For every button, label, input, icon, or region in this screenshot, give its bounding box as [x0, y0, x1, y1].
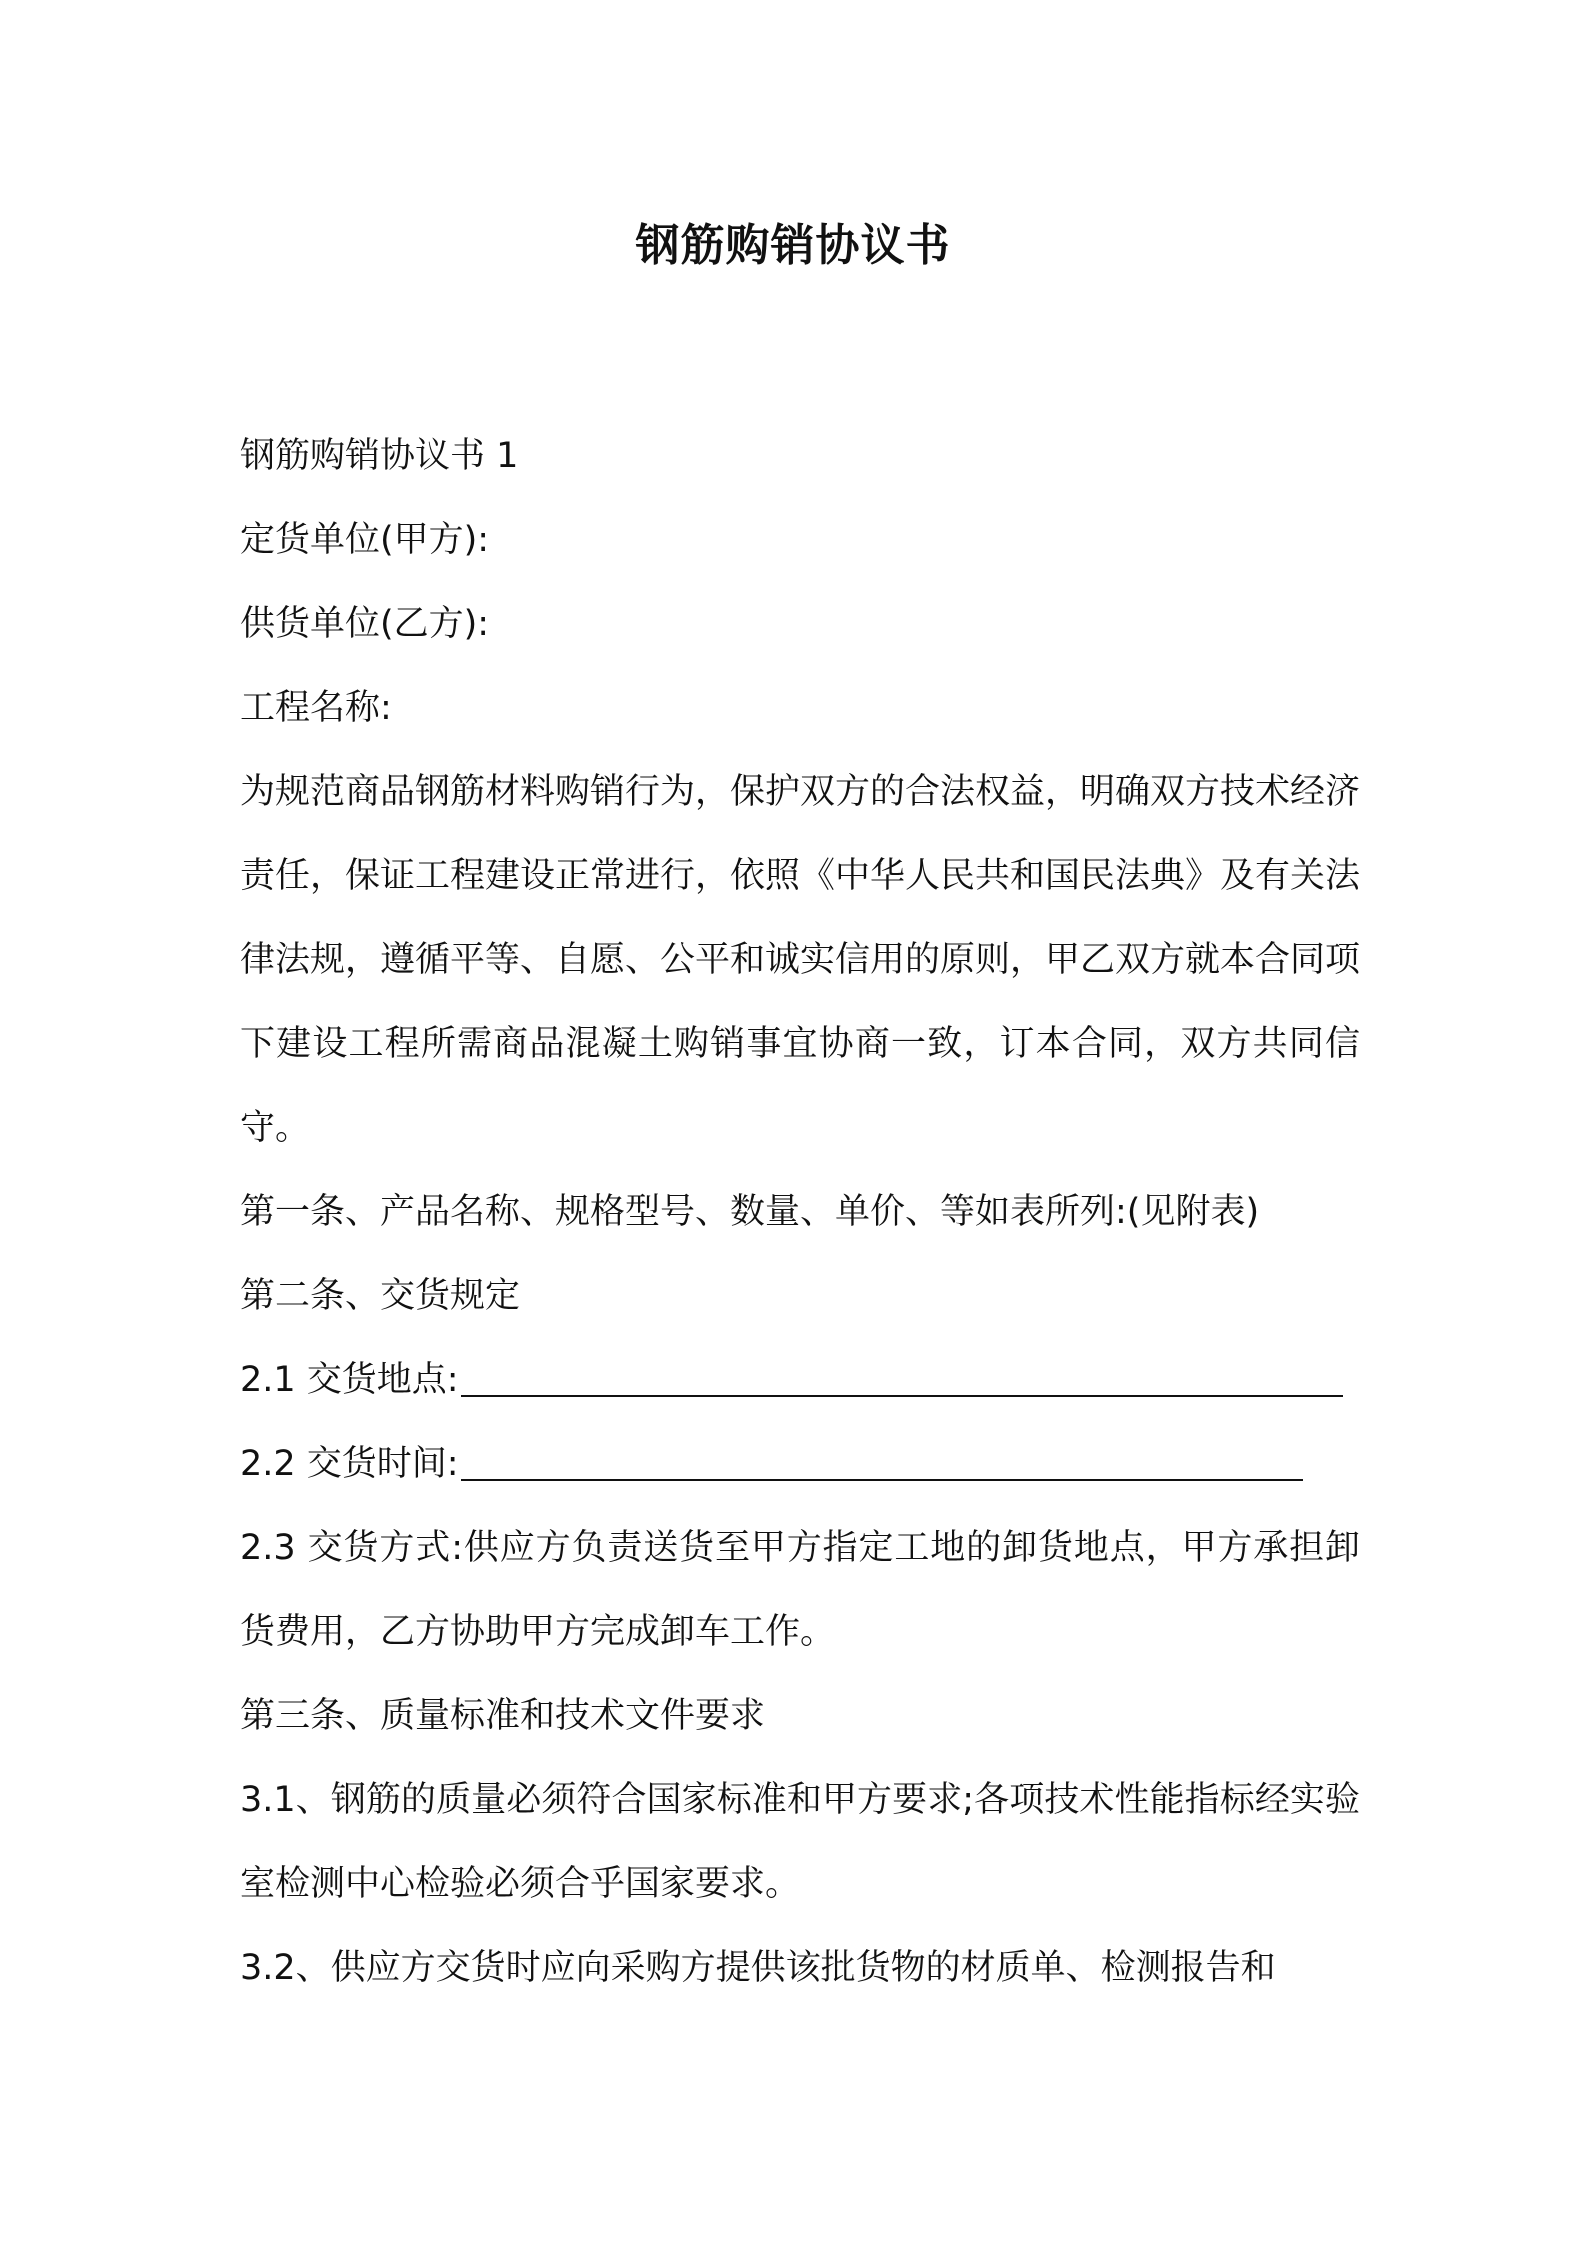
delivery-place-line	[240, 1338, 1360, 1422]
delivery-place-blank	[461, 1395, 1343, 1397]
quality-clause-3-2: 3.2、供应方交货时应向采购方提供该批货物的材质单、检测报告和	[240, 1948, 1276, 1988]
article-2-heading: 第二条、交货规定	[240, 1276, 521, 1316]
document-subtitle: 钢筋购销协议书 1	[240, 436, 519, 476]
delivery-method-clause: 2.3 交货方式:供应方负责送货至甲方指定工地的卸货地点，甲方承担卸货费用，乙方协助甲方完成卸车工作。	[240, 1528, 1360, 1652]
preamble-paragraph: 为规范商品钢筋材料购销行为，保护双方的合法权益，明确双方技术经济责任，保证工程建设正常进行，依照《中华人民共和国民法典》及有关法律法规，遵循平等、自愿、公平和诚实信用的原则，甲乙双方就本合同项下建设工程所需商品混凝土购销事宜协商一致，订本合同，双方共同信守。	[240, 772, 1361, 1148]
article-3-heading: 第三条、质量标准和技术文件要求	[240, 1696, 766, 1736]
project-name-label: 工程名称:	[240, 688, 392, 728]
delivery-time-line	[240, 1422, 1360, 1506]
supplier-field-label: 供货单位(乙方):	[240, 604, 490, 644]
document-title: 钢筋购销协议书	[635, 220, 951, 271]
delivery-time-blank	[461, 1479, 1303, 1481]
buyer-field-label: 定货单位(甲方):	[240, 520, 490, 560]
delivery-place-label: 2.1 交货地点:	[240, 1360, 459, 1400]
delivery-time-label: 2.2 交货时间:	[240, 1444, 459, 1484]
quality-clause-3-1: 3.1、钢筋的质量必须符合国家标准和甲方要求;各项技术性能指标经实验室检测中心检验必须合乎国家要求。	[240, 1780, 1360, 1904]
document-body	[240, 414, 1360, 2010]
article-1: 第一条、产品名称、规格型号、数量、单价、等如表所列:(见附表)	[240, 1192, 1260, 1232]
